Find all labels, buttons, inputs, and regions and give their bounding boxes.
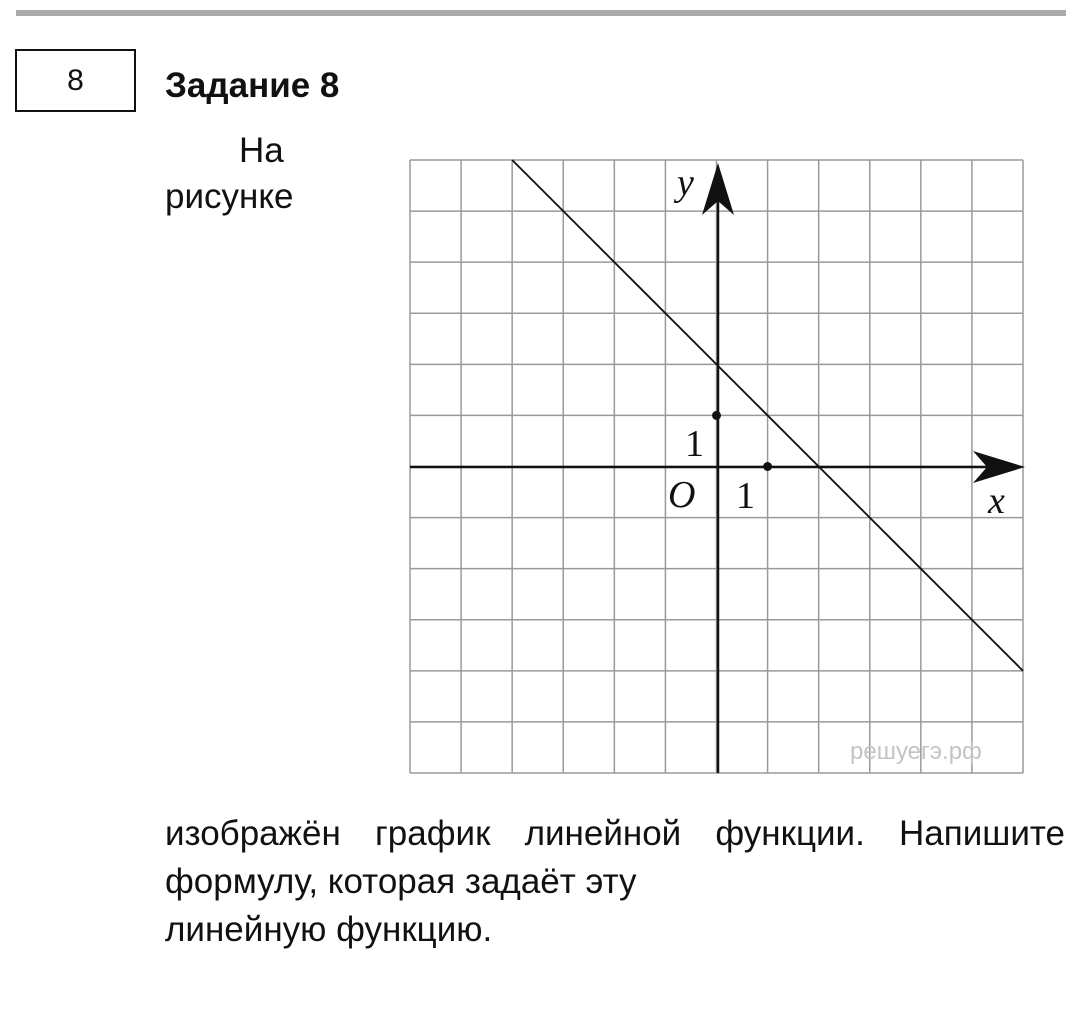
task-heading: Задание 8 (165, 66, 340, 105)
watermark: решуегэ.рф (850, 738, 982, 765)
origin-label: O (668, 474, 696, 516)
graph-canvas (405, 155, 1030, 780)
top-divider (16, 10, 1066, 16)
x-unit-label: 1 (736, 475, 755, 517)
function-graph (405, 155, 1030, 780)
x-axis-label: x (988, 480, 1005, 522)
intro-word-2: рисунке (165, 177, 294, 216)
task-text (165, 810, 1065, 954)
task-text-line-3: линейную функцию. (165, 910, 493, 949)
marked-point (763, 462, 772, 471)
task-text-line-1: изображён график линейной функции. (165, 814, 865, 853)
intro-word-1: На (239, 131, 284, 170)
intro-text (165, 128, 325, 220)
y-unit-label: 1 (685, 423, 704, 465)
marked-points (712, 411, 772, 471)
task-text-line-2: Напишите формулу, которая задаёт эту (165, 814, 1065, 901)
marked-point (712, 411, 721, 420)
task-number: 8 (67, 63, 84, 97)
task-number-box (15, 49, 136, 112)
y-axis-label: y (677, 162, 694, 204)
